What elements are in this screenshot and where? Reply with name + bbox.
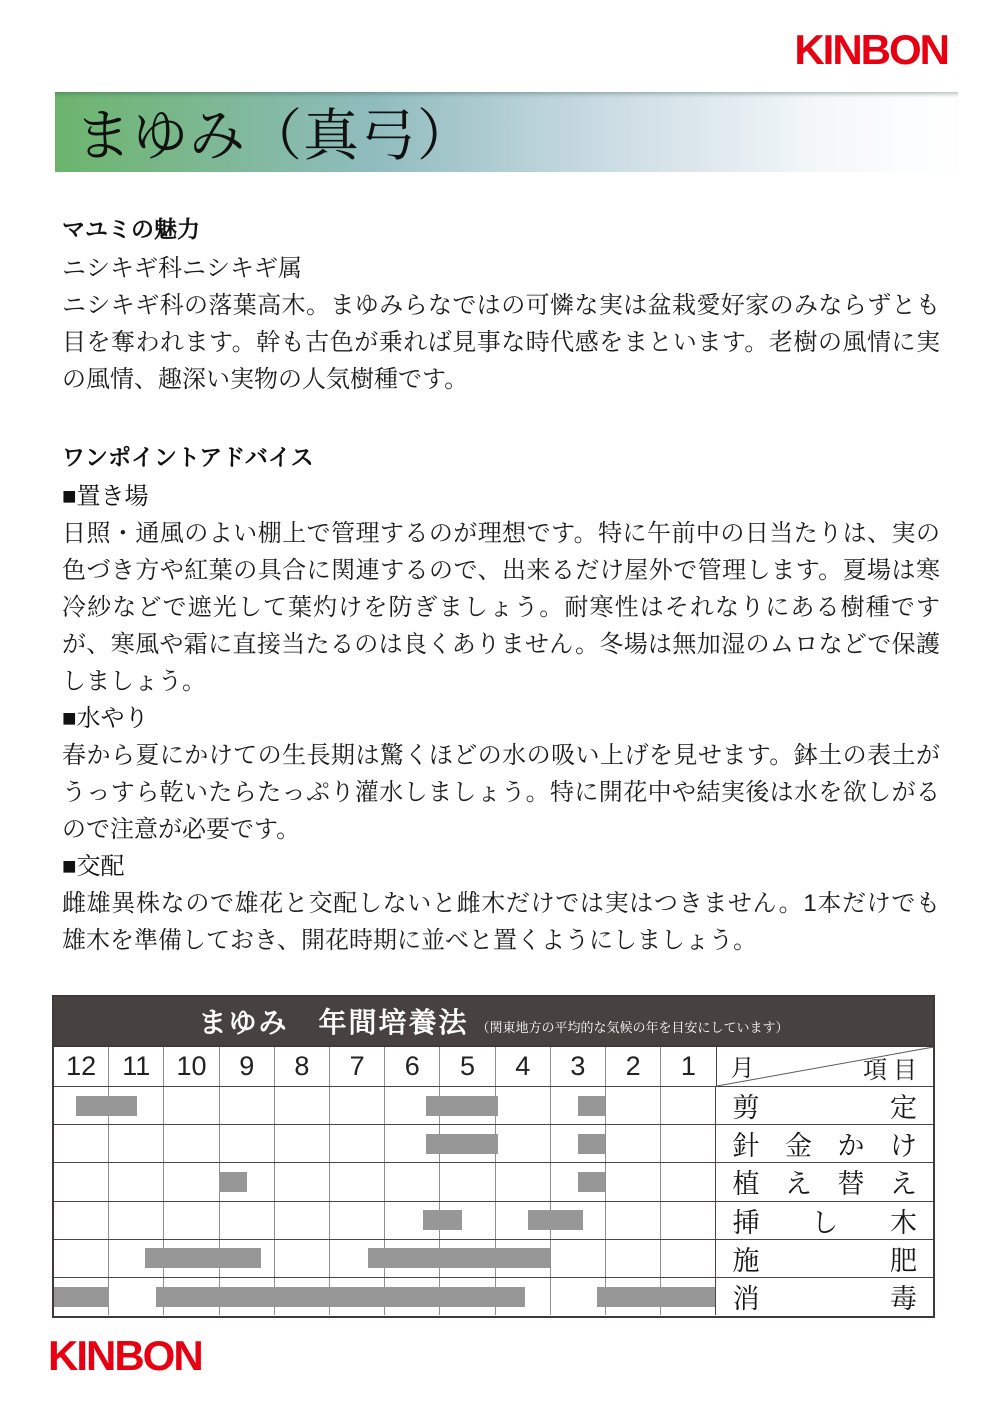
table-row [54, 1124, 933, 1162]
section-heading: マユミの魅力 [62, 216, 200, 242]
timing-bar [597, 1287, 716, 1307]
month-header-cell: 5 [439, 1047, 494, 1086]
paragraph: ニシキギ科ニシキギ属 [62, 255, 302, 282]
row-label [715, 1125, 933, 1162]
cultivation-table-header [54, 997, 933, 1047]
row-label-char: 剪 [732, 1093, 760, 1124]
row-label-char: 施 [732, 1245, 760, 1276]
month-header-cell: 4 [495, 1047, 550, 1086]
timing-bar [426, 1134, 498, 1154]
month-cell [550, 1240, 605, 1277]
month-cell [605, 1087, 660, 1124]
row-label-char: え [889, 1169, 917, 1200]
row-label-char: 消 [732, 1284, 760, 1315]
month-cell [495, 1163, 550, 1200]
month-cell [605, 1163, 660, 1200]
timing-bar [76, 1096, 137, 1116]
timing-bar [145, 1248, 261, 1268]
month-header-cell: 2 [605, 1047, 660, 1086]
row-label [715, 1202, 933, 1239]
row-label-char: 木 [890, 1207, 917, 1238]
paragraph: 日照・通風のよい棚上で管理するのが理想です。特に午前中の日当たりは、実の色づき方や紅葉の具合に関連するので、出来るだけ屋外で管理します。夏場は寒冷紗などで遮光して葉灼けを防ぎましょう。耐寒性はそれなりにある樹種ですが、寒風や霜に直接当たるのは良くありません。冬場は無加湿のムロなどで保護しましょう。 [62, 520, 940, 695]
month-cell [439, 1163, 494, 1200]
row-month-grid [54, 1240, 715, 1277]
month-cell [163, 1125, 218, 1162]
month-cell [605, 1240, 660, 1277]
table-row [54, 1086, 933, 1124]
month-cell [108, 1202, 163, 1239]
subsection-title: ■置き場 [62, 483, 149, 510]
row-label [715, 1163, 933, 1200]
row-label-char: 植 [732, 1169, 760, 1200]
subsection-title: ■交配 [62, 853, 125, 880]
months-grid [54, 1047, 716, 1086]
month-cell [274, 1202, 329, 1239]
timing-bar [156, 1287, 525, 1307]
month-header-cell: 10 [163, 1047, 218, 1086]
page-title: まゆみ（真弓） [75, 106, 474, 168]
month-cell [495, 1087, 550, 1124]
row-month-grid [54, 1278, 715, 1315]
month-cell [660, 1163, 715, 1200]
month-cell [660, 1087, 715, 1124]
table-body [54, 1086, 933, 1315]
month-cell [108, 1163, 163, 1200]
timing-bar [578, 1096, 606, 1116]
month-cell [219, 1087, 274, 1124]
paragraph: ニシキギ科の落葉高木。まゆみらなではの可憐な実は盆栽愛好家のみならずとも目を奪われます。幹も古色が乗れば見事な時代感をまといます。老樹の風情に実の風情、趣深い実物の人気樹種です。 [62, 292, 940, 393]
month-cell [274, 1087, 329, 1124]
month-cell [274, 1240, 329, 1277]
month-cell [54, 1240, 108, 1277]
timing-bar [578, 1134, 606, 1154]
month-header-cell: 11 [108, 1047, 163, 1086]
kinbon-logo-bottom: KINBON [48, 1332, 202, 1379]
table-row [54, 1239, 933, 1277]
month-cell [163, 1163, 218, 1200]
table-row [54, 1201, 933, 1239]
table-row [54, 1277, 933, 1315]
row-month-grid [54, 1087, 715, 1124]
month-cell [605, 1125, 660, 1162]
month-cell [219, 1202, 274, 1239]
timing-bar [219, 1172, 247, 1192]
month-header-cell: 1 [660, 1047, 715, 1086]
month-cell [274, 1163, 329, 1200]
month-cell [660, 1125, 715, 1162]
row-month-grid [54, 1202, 715, 1239]
month-cell [163, 1202, 218, 1239]
timing-bar [368, 1248, 550, 1268]
month-cell [108, 1125, 163, 1162]
timing-bar [423, 1210, 462, 1230]
month-cell [274, 1125, 329, 1162]
cultivation-table [52, 995, 935, 1318]
table-title: まゆみ 年間培養法 [198, 1008, 469, 1039]
row-label-char: 挿 [732, 1207, 760, 1238]
row-label [715, 1087, 933, 1124]
table-row [54, 1162, 933, 1200]
row-label-char: け [889, 1131, 917, 1162]
table-subtitle: （関東地方の平均的な気候の年を目安にしています） [476, 1019, 789, 1035]
month-cell [54, 1125, 108, 1162]
timing-bar [528, 1210, 583, 1230]
month-cell [54, 1202, 108, 1239]
paragraph: 春から夏にかけての生長期は驚くほどの水の吸い上げを見せます。鉢土の表土がうっすら乾いたらたっぷり灌水しましょう。特に開花中や結実後は水を欲しがるので注意が必要です。 [62, 742, 940, 843]
row-month-grid [54, 1163, 715, 1200]
month-cell [329, 1163, 384, 1200]
kinbon-logo-top: KINBON [794, 26, 948, 73]
month-header-cell: 3 [550, 1047, 605, 1086]
month-header-cell: 12 [66, 1051, 97, 1081]
month-cell [329, 1125, 384, 1162]
month-cell [329, 1202, 384, 1239]
row-label-char: 針 [732, 1131, 760, 1162]
row-label-char: 毒 [890, 1284, 917, 1315]
paragraph: 雌雄異株なので雄花と交配しないと雌木だけでは実はつきません。1本だけでも雄木を準備しておき、開花時期に並べと置くようにしましょう。 [62, 890, 940, 954]
month-cell [605, 1202, 660, 1239]
title-band [55, 92, 958, 172]
timing-bar [578, 1172, 606, 1192]
row-label-char: し [811, 1207, 839, 1238]
section-heading: ワンポイントアドバイス [62, 444, 314, 470]
month-cell [219, 1125, 274, 1162]
month-header-cell: 7 [329, 1047, 384, 1086]
subsection-title: ■水やり [62, 705, 149, 732]
month-cell [54, 1163, 108, 1200]
row-label-char: 肥 [890, 1245, 917, 1276]
month-cell [495, 1125, 550, 1162]
month-cell [329, 1087, 384, 1124]
month-header-cell: 9 [219, 1047, 274, 1086]
row-label-char: 定 [890, 1093, 917, 1124]
month-cell [384, 1163, 439, 1200]
row-label-char: 替 [837, 1169, 865, 1200]
corner-month-label: 月 [730, 1056, 755, 1082]
corner-item-label: 項目 [863, 1058, 923, 1084]
month-cell [163, 1087, 218, 1124]
month-header-cell: 8 [274, 1047, 329, 1086]
table-months-row [54, 1047, 933, 1086]
timing-bar [426, 1096, 498, 1116]
row-month-grid [54, 1125, 715, 1162]
month-cell [660, 1240, 715, 1277]
row-label-char: 金 [784, 1131, 812, 1162]
row-label [715, 1240, 933, 1277]
row-label [715, 1278, 933, 1315]
table-corner-cell [716, 1047, 934, 1086]
row-label-char: か [837, 1131, 865, 1162]
month-cell [660, 1202, 715, 1239]
article-body [62, 212, 940, 959]
month-header-cell: 6 [384, 1047, 439, 1086]
row-label-char: え [784, 1169, 812, 1200]
timing-bar [54, 1287, 109, 1307]
